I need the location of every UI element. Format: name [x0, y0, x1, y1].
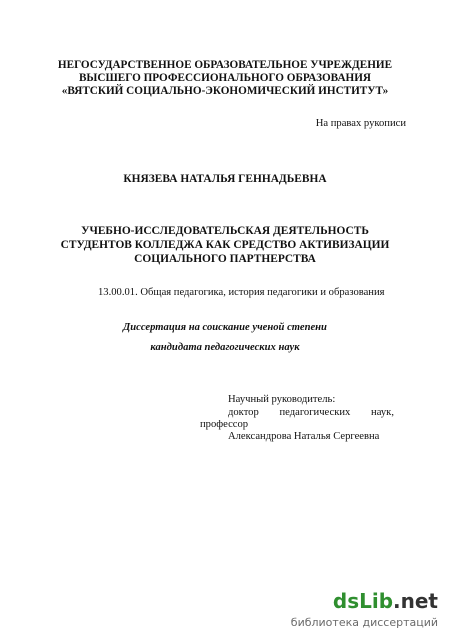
watermark-logo-main: dsLib — [332, 589, 394, 613]
title-line-2: СТУДЕНТОВ КОЛЛЕДЖА КАК СРЕДСТВО АКТИВИЗАЦИИ — [60, 239, 390, 251]
supervisor-label: Научный руководитель: — [228, 394, 336, 405]
watermark-subtitle: библиотека диссертаций — [290, 616, 438, 629]
degree-line-1: Диссертация на соискание ученой степени — [123, 322, 327, 333]
supervisor-degree-word-1: доктор — [228, 407, 259, 418]
degree-line-2: кандидата педагогических наук — [150, 342, 300, 353]
specialty-code: 13.00.01. Общая педагогика, история педагогики и образования — [98, 287, 385, 298]
watermark — [290, 589, 438, 629]
watermark-logo — [333, 589, 438, 613]
title-line-3: СОЦИАЛЬНОГО ПАРТНЕРСТВА — [134, 253, 316, 265]
institution-line-3: «ВЯТСКИЙ СОЦИАЛЬНО-ЭКОНОМИЧЕСКИЙ ИНСТИТУТ» — [61, 85, 389, 97]
institution-line-2: ВЫСШЕГО ПРОФЕССИОНАЛЬНОГО ОБРАЗОВАНИЯ — [78, 72, 372, 84]
manuscript-note: На правах рукописи — [315, 118, 406, 129]
institution-line-1: НЕГОСУДАРСТВЕННОЕ ОБРАЗОВАТЕЛЬНОЕ УЧРЕЖДЕНИЕ — [57, 59, 393, 71]
watermark-logo-suffix: .net — [393, 589, 438, 613]
title-line-1: УЧЕБНО-ИССЛЕДОВАТЕЛЬСКАЯ ДЕЯТЕЛЬНОСТЬ — [81, 225, 369, 237]
supervisor-rank: профессор — [200, 419, 249, 430]
author-name: КНЯЗЕВА НАТАЛЬЯ ГЕННАДЬЕВНА — [123, 173, 327, 185]
supervisor-degree-row — [228, 407, 394, 418]
supervisor-degree-word-2: педагогических — [279, 407, 351, 418]
supervisor-name: Александрова Наталья Сергеевна — [228, 431, 380, 442]
supervisor-degree-word-3: наук, — [371, 407, 394, 418]
